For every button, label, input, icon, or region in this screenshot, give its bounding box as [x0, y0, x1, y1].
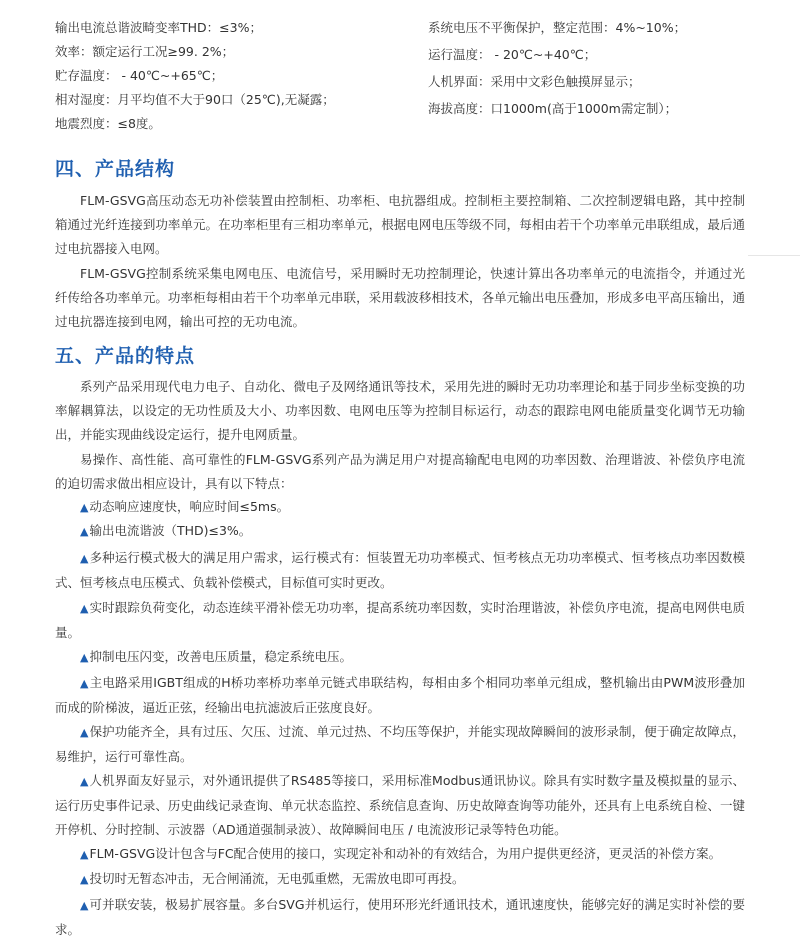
spec-hmi: 人机界面：采用中文彩色触摸屏显示；	[428, 74, 641, 89]
feature-item: ▲人机界面友好显示，对外通讯提供了RS485等接口，采用标准Modbus通讯协议。除具有实时数字量及模拟量的显示、运行历史事件记录、历史曲线记录查询、单元状态监控、系统信息查询、历史故障查询等功能外，还具有上电系统自检、一键开停机、分时控制、示波器（AD通道强制录波）、故障瞬间电压 / 电流波形记录等特色功能。	[55, 769, 745, 842]
spec-unbalance-protection: 系统电压不平衡保护，整定范围：4%~10%；	[428, 20, 687, 35]
feature-item: ▲主电路采用IGBT组成的H桥功率桥功率单元链式串联结构，每相由多个相同功率单元组成，整机输出由PWM波形叠加而成的阶梯波，逼近正弦，经输出电抗滤波后正弦度良好。	[55, 671, 745, 720]
triangle-bullet-icon: ▲	[80, 677, 89, 690]
spec-storage-temperature: 贮存温度： - 40℃~+65℃；	[55, 68, 224, 83]
triangle-bullet-icon: ▲	[80, 873, 89, 886]
spec-column-left	[55, 16, 415, 136]
spec-humidity: 相对湿度：月平均值不大于90口（25℃),无凝露；	[55, 92, 335, 107]
section-title-structure: 四、产品结构	[55, 158, 176, 180]
triangle-bullet-icon: ▲	[80, 899, 89, 912]
structure-paragraph-2: FLM-GSVG控制系统采集电网电压、电流信号，采用瞬时无功控制理论，快速计算出各功率单元的电流指令，并通过光纤传给各功率单元。功率柜每相由若干个功率单元串联，采用载波移相技术，各单元输出电压叠加，形成多电平高压输出，通过电抗器连接到电网，输出可控的无功电流。	[55, 266, 745, 329]
spec-altitude: 海拔高度：口1000m(高于1000m需定制）；	[428, 101, 678, 116]
spec-operating-temperature: 运行温度： - 20℃~+40℃；	[428, 47, 597, 62]
spec-efficiency: 效率：额定运行工况≥99. 2%；	[55, 44, 235, 59]
spec-column-right	[428, 16, 758, 124]
feature-item: ▲多种运行模式极大的满足用户需求，运行模式有：恒装置无功功率模式、恒考核点无功功率模式、恒考核点功率因数模式、恒考核点电压模式、负载补偿模式，目标值可实时更改。	[55, 546, 745, 595]
feature-item: ▲保护功能齐全，具有过压、欠压、过流、单元过热、不均压等保护，并能实现故障瞬间的波形录制，便于确定故障点，易维护，运行可靠性高。	[55, 720, 745, 769]
triangle-bullet-icon: ▲	[80, 501, 89, 514]
feature-item: ▲投切时无暂态冲击，无合闸涌流，无电弧重燃，无需放电即可再投。	[55, 867, 745, 892]
features-paragraph-1: 系列产品采用现代电力电子、自动化、微电子及网络通讯等技术，采用先进的瞬时无功功率理论和基于同步坐标变换的功率解耦算法，以设定的无功性质及大小、功率因数、电网电压等为控制目标运行，动态的跟踪电网电能质量变化调节无功输出，并能实现曲线设定运行，提升电网质量。	[55, 379, 745, 442]
feature-item: ▲抑制电压闪变，改善电压质量，稳定系统电压。	[55, 645, 745, 670]
triangle-bullet-icon: ▲	[80, 775, 89, 788]
feature-item: ▲实时跟踪负荷变化，动态连续平滑补偿无功功率，提高系统功率因数，实时治理谐波，补偿负序电流，提高电网供电质量。	[55, 596, 745, 645]
triangle-bullet-icon: ▲	[80, 602, 89, 615]
features-paragraph-2: 易操作、高性能、高可靠性的FLM-GSVG系列产品为满足用户对提高输配电电网的功率因数、治理谐波、补偿负序电流的迫切需求做出相应设计，具有以下特点：	[55, 452, 745, 491]
spec-thd: 输出电流总谐波畸变率THD：≤3%；	[55, 20, 262, 35]
triangle-bullet-icon: ▲	[80, 848, 89, 861]
divider	[748, 255, 800, 256]
triangle-bullet-icon: ▲	[80, 726, 89, 739]
feature-item: ▲动态响应速度快，响应时间≤5ms。	[55, 495, 745, 520]
triangle-bullet-icon: ▲	[80, 525, 89, 538]
section-title-features: 五、产品的特点	[55, 345, 196, 367]
feature-item: ▲可并联安装，极易扩展容量。多台SVG并机运行，使用环形光纤通讯技术，通讯速度快，能够完好的满足实时补偿的要求。	[55, 893, 745, 942]
feature-item: ▲FLM-GSVG设计包含与FC配合使用的接口，实现定补和动补的有效结合，为用户提供更经济，更灵活的补偿方案。	[55, 842, 745, 867]
spec-seismic: 地震烈度：≤8度。	[55, 116, 161, 131]
triangle-bullet-icon: ▲	[80, 552, 89, 565]
structure-paragraph-1: FLM-GSVG高压动态无功补偿装置由控制柜、功率柜、电抗器组成。控制柜主要控制箱、二次控制逻辑电路，其中控制箱通过光纤连接到功率单元。在功率柜里有三相功率单元，根据电网电压等级不同，每相由若干个功率单元串联组成，最后通过电抗器接入电网。	[55, 193, 745, 256]
triangle-bullet-icon: ▲	[80, 651, 89, 664]
feature-item: ▲输出电流谐波（THD)≤3%。	[55, 519, 745, 544]
